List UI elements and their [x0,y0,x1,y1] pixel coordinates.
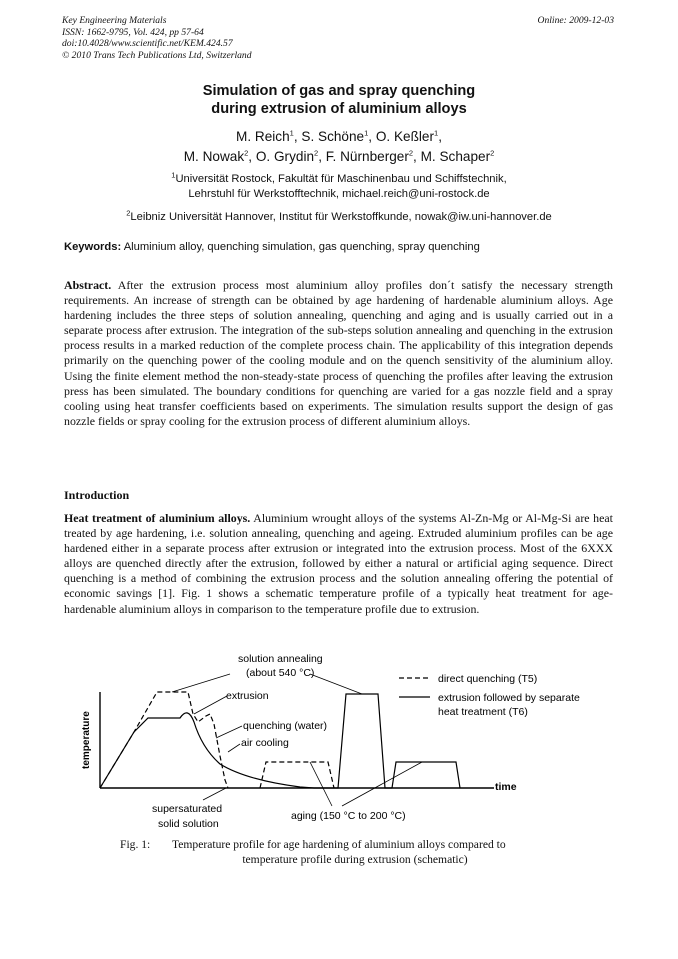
subsection-heading: Heat treatment of aluminium alloys. [64,511,251,525]
pointer-solution-annealing [172,674,230,692]
affil-1-line-1: Universität Rostock, Fakultät für Maschinenbau und Schiffstechnik, [175,173,507,185]
y-axis-label: temperature [81,711,92,769]
pointer-solution-annealing-2 [310,674,362,694]
author-affil-mark: 1 [289,128,294,138]
affiliations [0,172,678,225]
journal-name: Key Engineering Materials [62,15,167,26]
pointer-aging-right [342,762,422,806]
separate-aging-curve [392,762,460,788]
solution-annealing-curve [314,694,392,788]
author-line-1: M. Reich$^1$, S. Schöne$^1$, O. Keßler$^1$, [236,128,442,144]
author-affil-mark: 1 [434,128,439,138]
abstract-label: Abstract. [64,278,112,292]
keywords [64,241,480,253]
author-name: O. Keßler [375,129,435,144]
affil-2-line-1: Leibniz Universität Hannover, Institut für Werkstoffkunde, nowak@iw.uni-hannover.de [130,211,552,223]
author-name: M. Schaper [420,149,491,164]
abstract [64,278,613,429]
label-solution-annealing-temp: (about 540 °C) [246,667,315,679]
affil-mark: 2 [126,208,131,218]
abstract-text: After the extrusion process most aluminium alloy profiles don´t satisfy the necessary strength requirements. An increase of strength can be obtained by age hardening of hardenable aluminium alloys. Age hardening includes the three steps of solution annealing, quenching and aging and is usually carried out in a separate process after extrusion. The integration of the sub-steps solution annealing and quenching in the extrusion process results in a marked reduction of the complete process chain. The applicability of this integration depends primarily on the quenching power of the cooling module and on the quench sensitivity of the aluminium alloy. Using the finite element method the non-steady-state process of quenching the profiles after leaving the extrusion press has been simulated. The boundary conditions for quenching are varied for a gas nozzle field and a spray cooling using heat transfer coefficients based on experiments. The simulation results support the design of gas nozzle fields or spray cooling for the extrusion process of different aluminium alloys. [64,278,613,428]
legend-extrusion-separate-2: heat treatment (T6) [438,706,528,718]
direct-quenching-curve [100,692,228,788]
author-list [0,127,678,167]
temperature-profile-figure [70,648,610,836]
caption-line-1: Temperature profile for age hardening of aluminium alloys compared to [172,838,506,851]
author-name: F. Nürnberger [325,149,409,164]
author-line-2: M. Nowak$^2$, O. Grydin$^2$, F. Nürnberger$^2$, M. Schaper$^2$ [183,148,495,164]
x-axis-label: time [495,781,517,793]
author-name: S. Schöne [301,129,365,144]
label-quenching: quenching (water) [243,720,328,732]
pointer-supersaturated [203,788,226,800]
author-affil-mark: 2 [244,148,249,158]
pointer-aging-left [310,762,332,806]
paper-title [0,82,678,118]
pointer-extrusion [194,696,227,714]
pointer-quenching [216,726,242,738]
author-affil-mark: 1 [364,128,369,138]
title-line-1: Simulation of gas and spray quenching [202,83,476,99]
author-name: O. Grydin [255,149,315,164]
label-extrusion: extrusion [226,690,269,702]
author-affil-mark: 2 [408,148,414,158]
direct-aging-curve [260,762,334,788]
caption-label: Fig. 1: [120,838,151,851]
section-heading-introduction: Introduction [64,488,130,502]
title-line-2: during extrusion of aluminium alloys [211,101,467,117]
label-supersaturated-2: solid solution [158,818,219,830]
copyright-line: © 2010 Trans Tech Publications Ltd, Switzerland [62,49,252,61]
keywords-text: Aluminium alloy, quenching simulation, gas quenching, spray quenching [121,241,480,253]
affiliation-1 [0,172,678,202]
label-supersaturated-1: supersaturated [152,803,223,815]
journal-header [62,15,252,61]
label-aging: aging (150 °C to 200 °C) [291,810,406,822]
affil-mark: 1 [171,170,176,180]
author-name: M. Reich [236,129,290,144]
doi-line: doi:10.4028/www.scientific.net/KEM.424.57 [62,38,233,49]
pointer-air-cooling [228,744,240,752]
label-solution-annealing: solution annealing [238,653,323,665]
author-affil-mark: 2 [314,148,319,158]
affiliation-2 [0,210,678,225]
legend-direct-quenching: direct quenching (T5) [438,673,538,685]
label-air-cooling: air cooling [241,737,289,749]
author-name: M. Nowak [183,149,245,164]
introduction-paragraph [64,511,613,617]
caption-line-2: temperature profile during extrusion (schematic) [242,853,468,866]
keywords-label: Keywords: [64,241,122,253]
online-date: Online: 2009-12-03 [537,15,614,26]
legend-extrusion-separate-1: extrusion followed by separate [438,692,580,704]
issn-line: ISSN: 1662-9795, Vol. 424, pp 57-64 [62,26,204,38]
figure-caption [120,837,580,867]
affil-1-line-2: Lehrstuhl für Werkstofftechnik, michael.reich@uni-rostock.de [188,188,490,200]
author-affil-mark: 2 [490,148,495,158]
introduction-text: Aluminium wrought alloys of the systems Al-Zn-Mg or Al-Mg-Si are heat treated by age hardening, i.e. solution annealing, quenching and ageing. Extruded aluminium profiles can be age hardened either in a separate process after extrusion or integrated into the extrusion process. Most of the 6XXX alloys are quenched directly after the extrusion, followed by either a natural or artificial aging sequence. Direct quenching is a method of combining the extrusion process and the solution annealing offering the potential of economic savings [1]. Fig. 1 shows a schematic temperature profile of a typically heat treatment for age-hardenable aluminium alloys in comparison to the temperature profile due to extrusion. [64,511,613,616]
